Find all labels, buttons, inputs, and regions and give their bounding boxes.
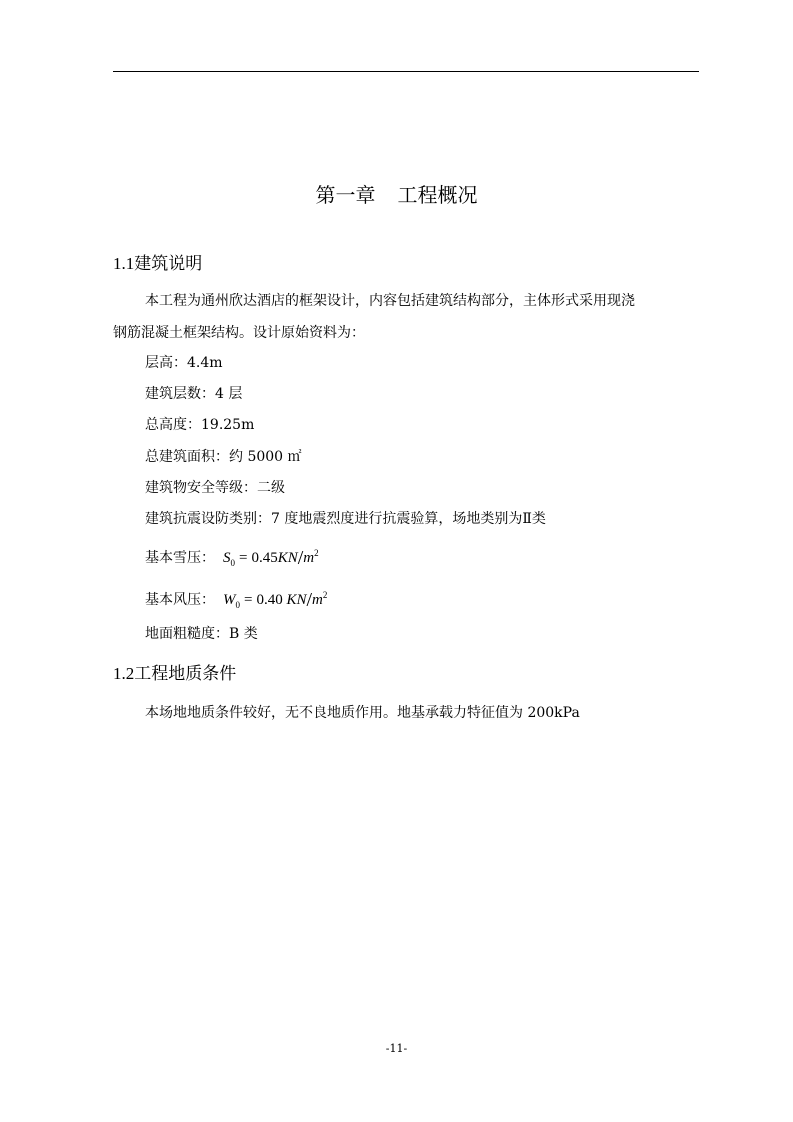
snow-formula: $S_0 = 0.45KN/m^2$ — [223, 547, 319, 569]
chapter-number: 第一章 — [315, 183, 376, 207]
geology-paragraph: 本场地地质条件较好，无不良地质作用。地基承载力特征值为 200kPa — [145, 705, 580, 721]
snow-pressure — [145, 543, 319, 573]
section-number: 1.1 — [113, 254, 135, 273]
section-title: 工程地质条件 — [134, 664, 237, 684]
section-title: 建筑说明 — [134, 254, 203, 274]
total-area: 总建筑面积：约 5000 ㎡ — [145, 449, 302, 465]
total-height: 总高度：19.25m — [145, 417, 255, 433]
wind-label: 基本风压： — [145, 592, 215, 608]
intro-paragraph — [113, 285, 703, 349]
section-heading-1-1 — [113, 252, 202, 276]
wind-formula: $W_0 = 0.40$ $KN/m^2$ — [223, 589, 328, 611]
intro-line-2: 钢筋混凝土框架结构。设计原始资料为： — [113, 325, 365, 341]
section-heading-1-2 — [113, 662, 236, 686]
intro-line-1: 本工程为通州欣达酒店的框架设计，内容包括建筑结构部分，主体形式采用现浇 — [145, 293, 635, 309]
wind-pressure — [145, 585, 327, 615]
ground-roughness: 地面粗糙度：B 类 — [145, 626, 258, 642]
chapter-name: 工程概况 — [397, 183, 478, 207]
floor-count: 建筑层数：4 层 — [145, 386, 243, 402]
safety-grade: 建筑物安全等级：二级 — [145, 480, 285, 496]
floor-height: 层高：4.4m — [145, 355, 223, 371]
seismic-category: 建筑抗震设防类别：7 度地震烈度进行抗震验算，场地类别为Ⅱ类 — [145, 511, 546, 527]
header-rule — [113, 71, 699, 72]
chapter-title — [0, 180, 793, 210]
page-number: -11- — [385, 1042, 408, 1055]
snow-label: 基本雪压： — [145, 550, 215, 566]
section-number: 1.2 — [113, 664, 135, 683]
